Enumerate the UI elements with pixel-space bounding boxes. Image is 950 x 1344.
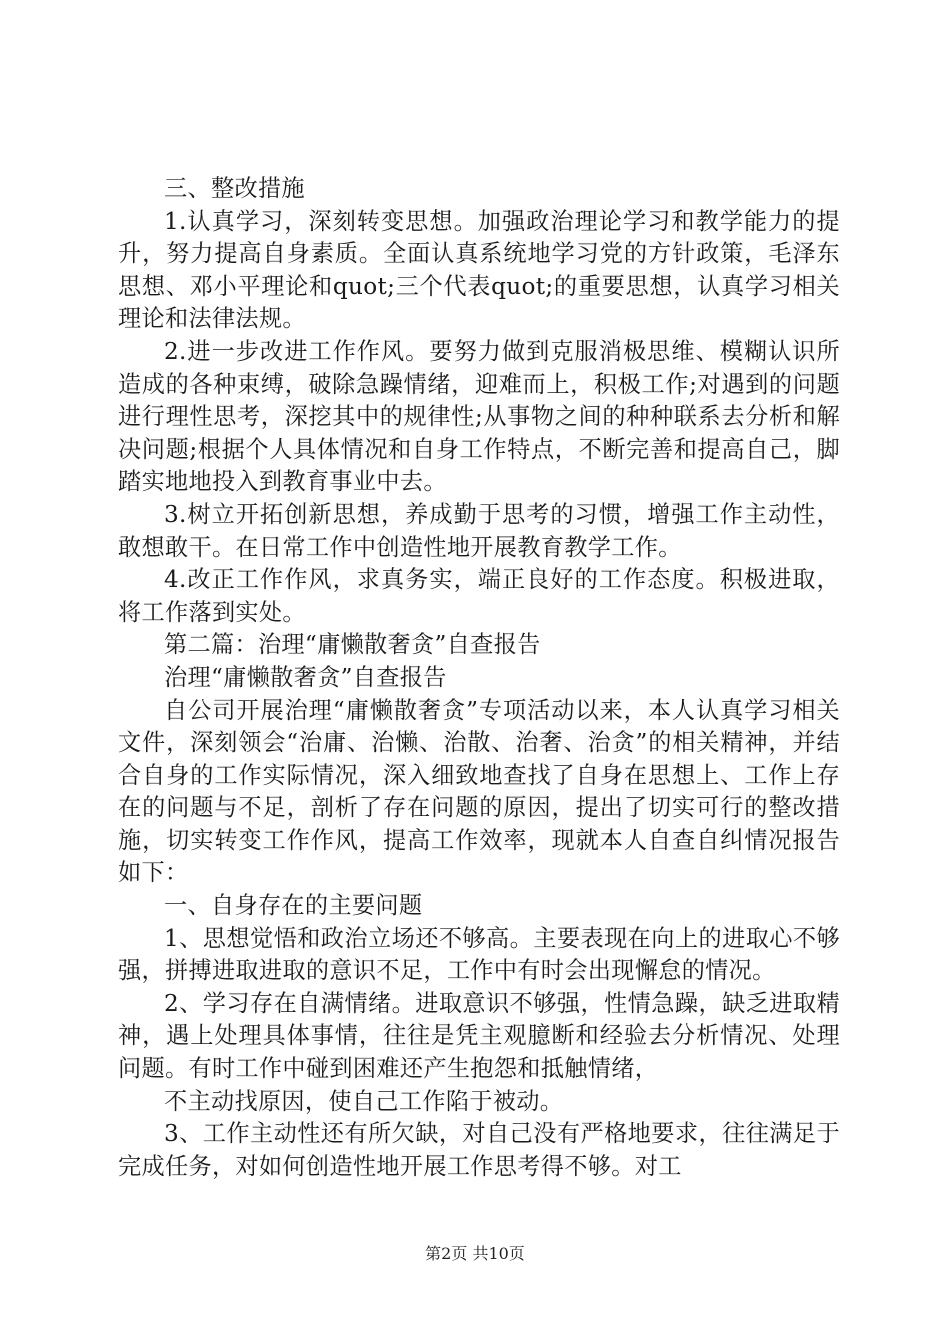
section-heading: 三、整改措施 xyxy=(164,175,305,202)
paragraph: 3.树立开拓创新思想，养成勤于思考的习惯，增强工作主动性，敢想敢干。在日常工作中创造性地开展教育教学工作。 xyxy=(118,500,840,561)
report-title: 治理“庸懒散奢贪”自查报告 xyxy=(164,663,447,691)
section-heading: 一、自身存在的主要问题 xyxy=(164,892,423,920)
paragraph: 自公司开展治理“庸懒散奢贪”专项活动以来，本人认真学习相关文件，深刻领会“治庸、治懒、治散、治奢、治贪”的相关精神，并结合自身的工作实际情况，深入细致地查找了自身在思想上、工作上存在的问题与不足，剖析了存在问题的原因，提出了切实可行的整改措施，切实转变工作作风，提高工作效率，现就本人自查自纠情况报告如下： xyxy=(118,696,840,887)
paragraph: 2.进一步改进工作作风。要努力做到克服消极思维、模糊认识所造成的各种束缚，破除急躁情绪，迎难而上，积极工作;对遇到的问题进行理性思考，深挖其中的规律性;从事物之间的种种联系去分析和解决问题;根据个人具体情况和自身工作特点，不断完善和提高自己，脚踏实地地投入到教育事业中去。 xyxy=(118,337,840,496)
chapter-title: 第二篇：治理“庸懒散奢贪”自查报告 xyxy=(164,631,541,659)
document-body xyxy=(118,173,840,1183)
paragraph: 3、工作主动性还有所欠缺，对自己没有严格地要求，往往满足于完成任务，对如何创造性地开展工作思考得不够。对工 xyxy=(118,1120,840,1180)
paragraph: 1、思想觉悟和政治立场还不够高。主要表现在向上的进取心不够强，拼搏进取进取的意识不足，工作中有时会出现懈怠的情况。 xyxy=(118,924,840,985)
paragraph: 2、学习存在自满情绪。进取意识不够强，性情急躁，缺乏进取精神，遇上处理具体事情，往往是凭主观臆断和经验去分析情况、处理问题。有时工作中碰到困难还产生抱怨和抵触情绪， xyxy=(118,989,840,1083)
paragraph: 1.认真学习，深刻转变思想。加强政治理论学习和教学能力的提升，努力提高自身素质。全面认真系统地学习党的方针政策，毛泽东思想、邓小平理论和quot;三个代表quot;的重要思想，认真学习相关理论和法律法规。 xyxy=(118,207,840,333)
paragraph: 4.改正工作作风，求真务实，端正良好的工作态度。积极进取，将工作落到实处。 xyxy=(118,566,840,626)
paragraph: 不主动找原因，使自己工作陷于被动。 xyxy=(164,1087,564,1115)
page-number-footer: 第2页 共10页 xyxy=(425,1244,525,1263)
